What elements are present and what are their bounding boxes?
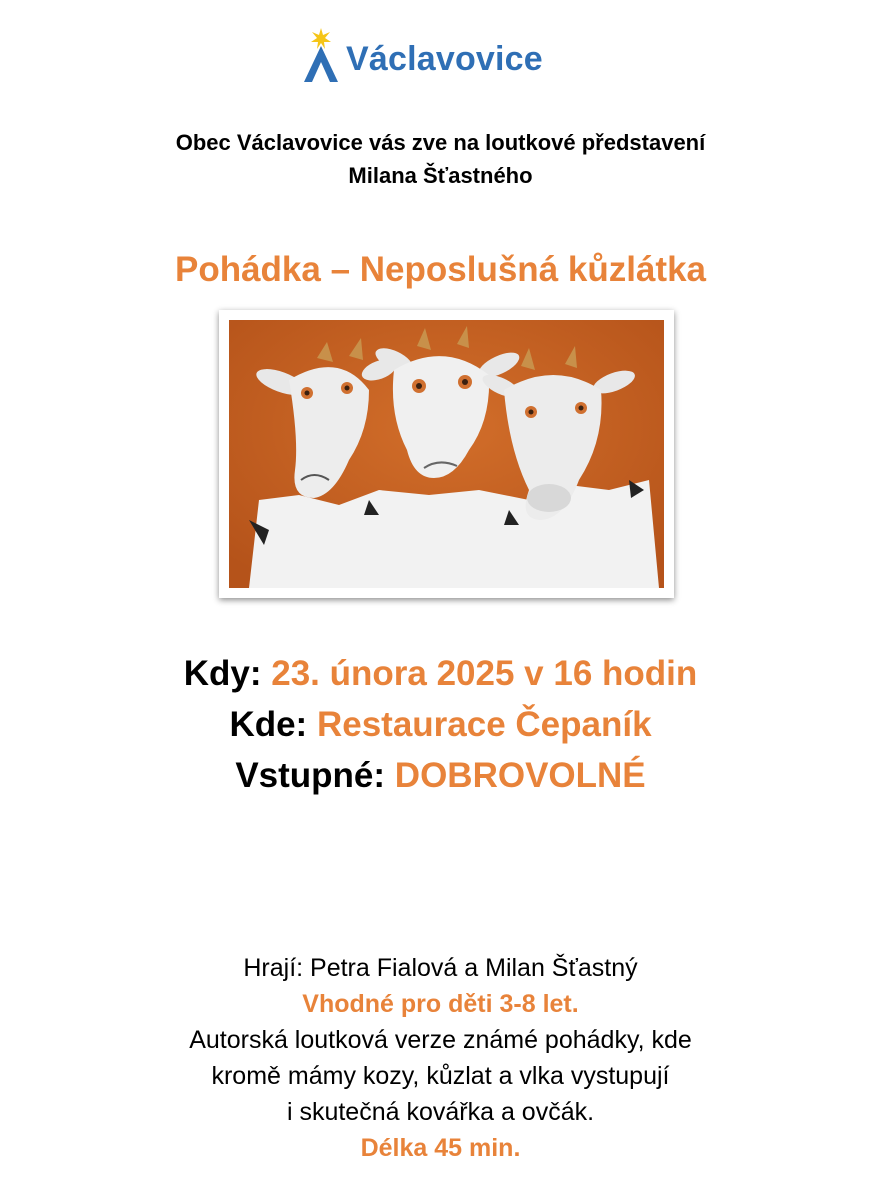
event-where [0, 705, 881, 745]
event-admission [0, 756, 881, 796]
duration: Délka 45 min. [360, 1134, 521, 1162]
admission-label: Vstupné: [235, 756, 386, 795]
when-value: 23. února 2025 v 16 hodin [271, 654, 698, 693]
invitation-line-1: Obec Václavovice vás zve na loutkové představení [175, 130, 706, 155]
description-line-1: Autorská loutková verze známé pohádky, kde [189, 1026, 692, 1054]
event-when [0, 654, 881, 694]
cast-line: Hrají: Petra Fialová a Milan Šťastný [243, 954, 638, 982]
village-emblem-icon [300, 26, 342, 88]
show-title: Pohádka – Neposlušná kůzlátka [174, 250, 706, 289]
when-label: Kdy: [183, 654, 262, 693]
description-line-2: kromě mámy kozy, kůzlat a vlka vystupují [211, 1062, 670, 1090]
where-label: Kde: [229, 705, 308, 744]
where-value: Restaurace Čepaník [316, 705, 652, 744]
logo-wordmark: Václavovice [346, 40, 543, 78]
age-recommendation: Vhodné pro děti 3-8 let. [302, 990, 579, 1018]
vaclavovice-logo [300, 26, 590, 88]
admission-value: DOBROVOLNÉ [394, 756, 646, 795]
puppets-photo [219, 310, 674, 598]
goat-puppets-image [229, 320, 664, 588]
invitation-line-2: Milana Šťastného [348, 163, 533, 188]
description-line-3: i skutečná kovářka a ovčák. [286, 1098, 595, 1126]
